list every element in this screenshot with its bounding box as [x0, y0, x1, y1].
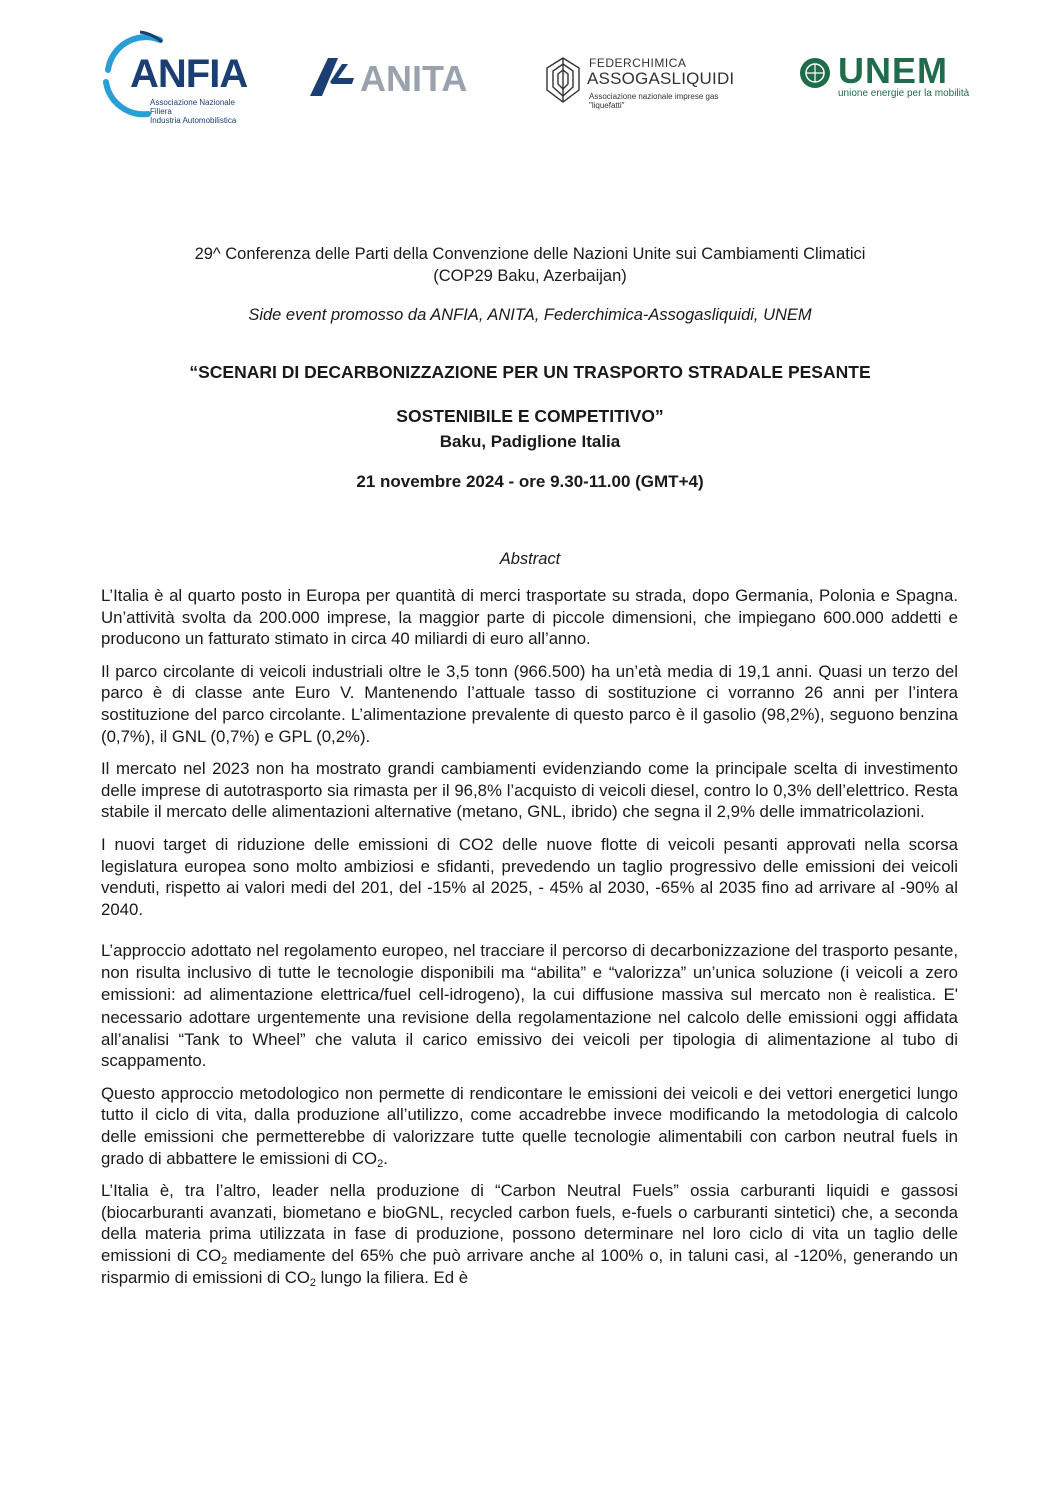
- paragraph-5: [101, 940, 958, 1072]
- anfia-wordmark: ANFIA: [130, 52, 248, 96]
- event-datetime: 21 novembre 2024 - ore 9.30-11.00 (GMT+4): [356, 472, 704, 491]
- logo-bar: [0, 0, 1058, 140]
- event-title-line-2: SOSTENIBILE E COMPETITIVO”: [396, 406, 664, 426]
- unem-globe-icon: [798, 56, 832, 90]
- paragraph-6-part-b: .: [383, 1148, 388, 1168]
- abstract-body: [101, 585, 958, 1299]
- paragraph-1: L’Italia è al quarto posto in Europa per quantità di merci trasportate su strada, dopo Germania, Polonia e Spagna. Un’attività svolta da 200.000 imprese, la maggior parte di piccole dimensioni, che impiegano 600.000 addetti e producono un fatturato stimato in circa 40 miliardi di euro all’anno.: [101, 586, 958, 649]
- abstract-heading: Abstract: [499, 550, 561, 568]
- anfia-subtitle-line-3: Industria Automobilistica: [150, 116, 237, 125]
- event-location: Baku, Padiglione Italia: [439, 432, 621, 451]
- paragraph-2: Il parco circolante di veicoli industriali oltre le 3,5 tonn (966.500) ha un’età media di 19,1 anni. Quasi un terzo del parco è di classe ante Euro V. Mantenendo l’attuale tasso di sostituzione ci vorranno 26 anni per l’intera sostituzione del parco circolante. L’alimentazione prevalente di questo parco è il gasolio (98,2%), seguono benzina (0,7%), il GNL (0,7%) e GPL (0,2%).: [101, 661, 958, 746]
- subscript-2: 2: [309, 1276, 317, 1289]
- paragraph-6: [101, 1083, 958, 1169]
- anfia-logo: [96, 30, 246, 130]
- anfia-subtitle: [150, 98, 260, 125]
- event-title: [80, 350, 980, 438]
- anita-wordmark: ANITA: [360, 58, 468, 99]
- paragraph-5-part-a: L’approccio adottato nel regolamento europeo, nel tracciare il percorso di decarbonizzazione del trasporto pesante, non risulta inclusivo di tutte le tecnologie disponibili ma “abilita” e “valorizza” un’unica soluzione (i veicoli a zero emissioni: ad alimentazione elettrica/fuel cell-idrogeno), la cui diffusione massiva sul mercato: [101, 941, 958, 1004]
- anfia-subtitle-line-2: Filiera: [150, 107, 172, 116]
- subscript-2: 2: [221, 1255, 228, 1268]
- unem-subtitle: unione energie per la mobilità: [838, 88, 970, 99]
- unem-logo: [798, 50, 978, 104]
- paragraph-6-part-a: Questo approccio metodologico non permette di rendicontare le emissioni dei veicoli e dei vettori energetici lungo tutto il ciclo di vita, dalla produzione all’utilizzo, come accadrebbe invece modificando la metodologia di calcolo delle emissioni che permetterebbe di valorizzare tutte quelle tecnologie alimentabili con carbon neutral fuels in grado di abbattere le emissioni di CO: [101, 1083, 958, 1168]
- subscript-2: 2: [377, 1157, 384, 1170]
- conference-heading: [80, 243, 980, 287]
- paragraph-7: [101, 1180, 958, 1288]
- federchimica-line-2: ASSOGASLIQUIDI: [587, 69, 735, 88]
- conference-line-1: 29^ Conferenza delle Parti della Convenzione delle Nazioni Unite sui Cambiamenti Climatici: [194, 245, 866, 263]
- anfia-subtitle-line-1: Associazione Nazionale: [150, 98, 235, 107]
- anita-mark-icon: [308, 56, 356, 98]
- anita-logo: [308, 56, 478, 100]
- paragraph-7-part-b: mediamente del 65% che può arrivare anche al 100% o, in taluni casi, al -120%, generando un risparmio di emissioni di CO: [101, 1246, 958, 1287]
- federchimica-line-1: FEDERCHIMICA: [589, 56, 687, 70]
- side-event-line: Side event promosso da ANFIA, ANITA, Federchimica-Assogasliquidi, UNEM: [248, 306, 812, 324]
- event-title-line-1: “SCENARI DI DECARBONIZZAZIONE PER UN TRASPORTO STRADALE PESANTE: [189, 362, 871, 382]
- conference-line-2: (COP29 Baku, Azerbaijan): [433, 267, 627, 285]
- paragraph-7-part-c: lungo la filiera. Ed è: [316, 1267, 469, 1287]
- paragraph-5-part-c: . E' necessario adottare urgentemente una revisione della regolamentazione nel calcolo delle emissioni oggi affidata all’analisi “Tank to Wheel” che valuta il carico emissivo dei veicoli per tipologia di alimentazione al tubo di scappamento.: [101, 984, 959, 1071]
- federchimica-emblem-icon: [543, 56, 583, 104]
- paragraph-3: Il mercato nel 2023 non ha mostrato grandi cambiamenti evidenziando come la principale scelta di investimento delle imprese di autotrasporto sia rimasta per il 96,8% l’acquisto di veicoli diesel, contro lo 0,3% dell’elettrico. Resta stabile il mercato delle alimentazioni alternative (metano, GNL, ibrido) che segna il 2,9% delle immatricolazioni.: [101, 759, 958, 822]
- paragraph-4: I nuovi target di riduzione delle emissioni di CO2 delle nuove flotte di veicoli pesanti approvati nella scorsa legislatura europea sono molto ambiziosi e sfidanti, prevedendo un taglio progressivo delle emissioni dei veicoli venduti, rispetto ai valori medi del 201, del -15% al 2025, - 45% al 2030, -65% al 2035 fino ad arrivare al -90% al 2040.: [101, 834, 958, 919]
- federchimica-line-3: Associazione nazionale imprese gas "liquefatti": [589, 92, 719, 110]
- paragraph-7-part-a: L’Italia è, tra l’altro, leader nella produzione di “Carbon Neutral Fuels” ossia carburanti liquidi e gassosi (biocarburanti avanzati, biometano e bioGNL, recycled carbon fuels, e-fuels o carburanti sintetici) che, a seconda della materia prima utilizzata in fase di produzione, possono determinare nel loro ciclo di vita un taglio delle emissioni di CO: [101, 1181, 958, 1266]
- paragraph-5-part-b: non è realistica: [827, 987, 932, 1004]
- unem-wordmark: UNEM: [838, 50, 948, 91]
- federchimica-logo: [543, 56, 753, 110]
